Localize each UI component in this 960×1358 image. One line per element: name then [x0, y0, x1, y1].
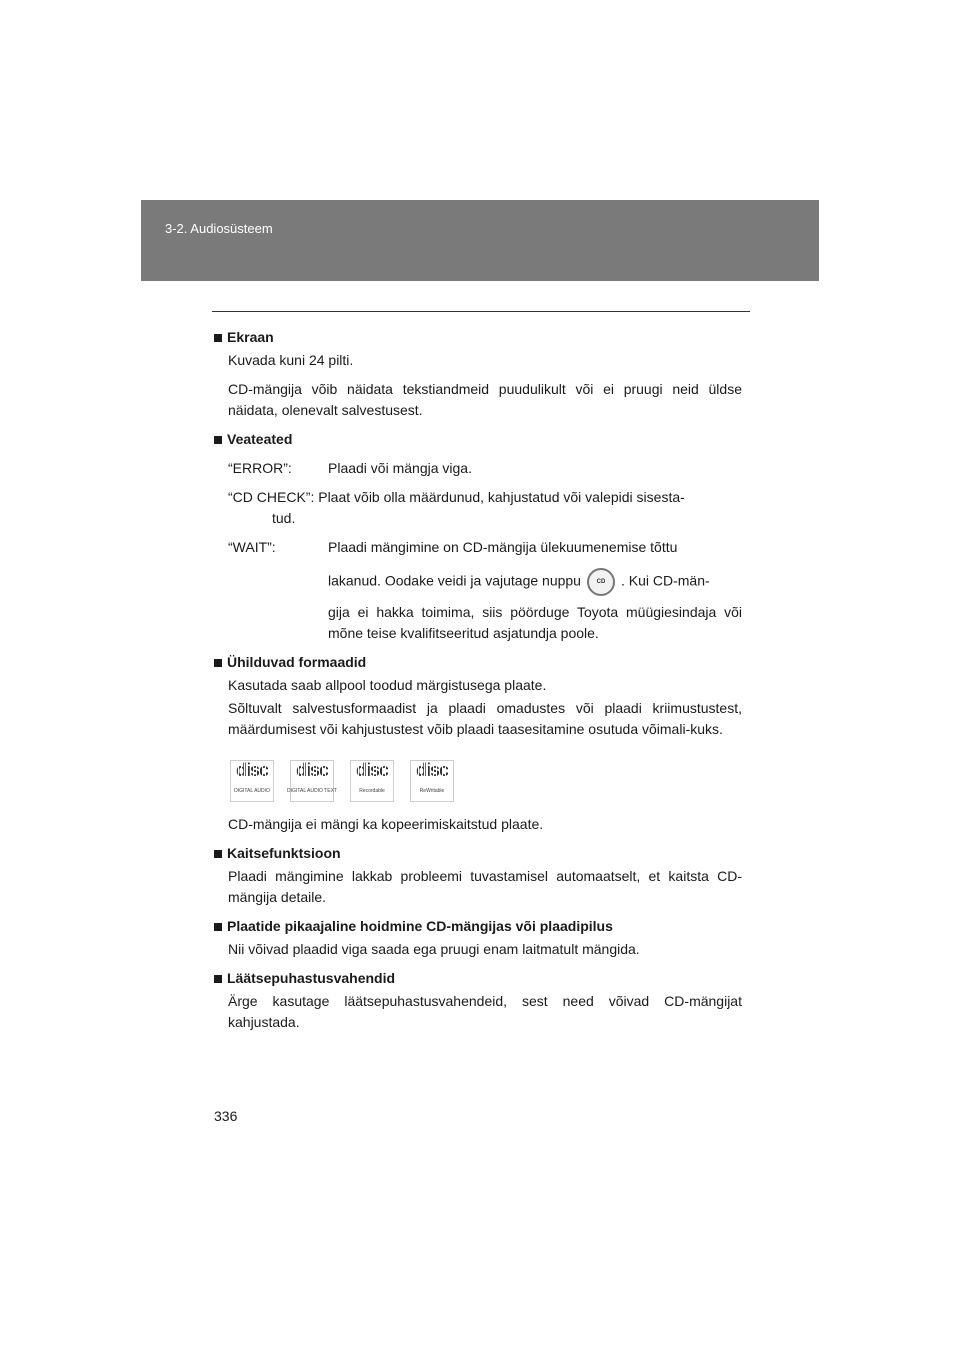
square-bullet-icon: [214, 436, 222, 444]
heading-kaitsefunktsioon: Kaitsefunktsioon: [214, 843, 742, 864]
heading-formaadid: Ühilduvad formaadid: [214, 652, 742, 673]
message-wait-line2: lakanud. Oodake veidi ja vajutage nuppu CD . Kui CD-män-: [214, 568, 742, 596]
section-header: [141, 200, 819, 281]
square-bullet-icon: [214, 923, 222, 931]
message-text: Plaat võib olla määrdunud, kahjustatud või valepidi sisesta-: [318, 489, 685, 505]
paragraph: CD-mängija ei mängi ka kopeerimiskaitstud plaate.: [228, 816, 544, 832]
message-code: “WAIT”:: [228, 539, 276, 555]
compact-disc-rewritable-logo-icon: disc ReWritable: [410, 760, 454, 802]
disc-logos: [214, 760, 742, 802]
message-code: “CD CHECK”:: [228, 489, 315, 505]
message-text: Plaadi mängimine on CD-mängija ülekuumenemise tõttu: [328, 539, 678, 555]
message-error: [214, 458, 742, 479]
message-wait: [214, 537, 742, 558]
square-bullet-icon: [214, 334, 222, 342]
heading-ekraan: Ekraan: [214, 327, 742, 348]
compact-disc-recordable-logo-icon: disc Recordable: [350, 760, 394, 802]
compact-disc-logo-icon: disc DIGITAL AUDIO: [230, 760, 274, 802]
heading-laatsepuhastus: Läätsepuhastusvahendid: [214, 968, 742, 989]
paragraph: Ärge kasutage läätsepuhastusvahendeid, sest need võivad CD-mängijat kahjustada.: [228, 993, 742, 1030]
divider: [212, 311, 750, 312]
heading-veateated: Veateated: [214, 429, 742, 450]
page-number: 336: [214, 1108, 238, 1124]
paragraph: CD-mängija võib näidata tekstiandmeid puudulikult või ei pruugi neid üldse näidata, olenevalt salvestusest.: [228, 381, 742, 418]
section-title: 3-2. Audiosüsteem: [165, 221, 273, 236]
paragraph: Kasutada saab allpool toodud märgistusega plaate.: [228, 677, 547, 693]
page-content: [214, 327, 742, 1033]
message-code: “ERROR”:: [228, 460, 292, 476]
paragraph: Plaadi mängimine lakkab probleemi tuvastamisel automaatselt, et kaitsta CD-mängija detaile.: [228, 868, 742, 905]
paragraph: Sõltuvalt salvestusformaadist ja plaadi omadustes või plaadi kriimustustest, määrdumisest või kahjustustest võib plaadi taasesitamine osutuda võimali-kuks.: [228, 700, 742, 737]
cd-button-icon: CD: [587, 568, 615, 596]
message-wait-line3: gija ei hakka toimima, siis pöörduge Toyota müügiesindaja või mõne teise kvalifitseeritud asjatundja poole.: [328, 604, 742, 641]
message-text: Plaadi või mängja viga.: [328, 460, 472, 476]
compact-disc-text-logo-icon: disc DIGITAL AUDIO TEXT: [290, 760, 334, 802]
heading-hoidmine: Plaatide pikaajaline hoidmine CD-mängijas või plaadipilus: [214, 916, 742, 937]
paragraph: Nii võivad plaadid viga saada ega pruugi enam laitmatult mängida.: [228, 941, 640, 957]
paragraph: Kuvada kuni 24 pilti.: [228, 352, 354, 368]
square-bullet-icon: [214, 975, 222, 983]
square-bullet-icon: [214, 659, 222, 667]
square-bullet-icon: [214, 850, 222, 858]
message-cd-check: [214, 487, 742, 529]
message-text-cont: tud.: [272, 510, 296, 526]
